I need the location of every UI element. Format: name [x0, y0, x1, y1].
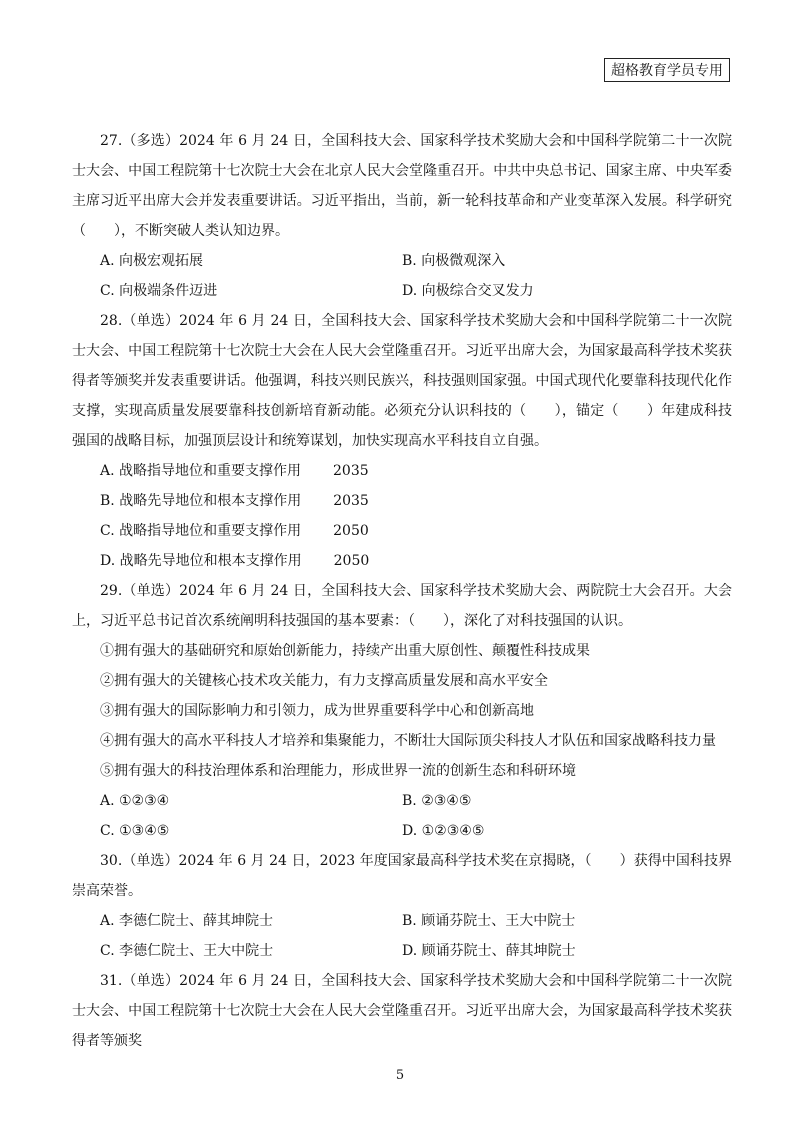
option-c: C. 向极端条件迈进	[100, 283, 218, 299]
statement-2: ②拥有强大的关键核心技术攻关能力，有力支撑高质量发展和高水平安全	[100, 673, 548, 689]
statement-5: ⑤拥有强大的科技治理体系和治理能力，形成世界一流的创新生态和科研环境	[100, 763, 576, 779]
question-29	[72, 576, 732, 846]
option-b: B. 顾诵芬院士、王大中院士	[402, 913, 576, 929]
option-year: 2050	[333, 523, 369, 539]
option-row	[72, 246, 732, 276]
option-a: A. 向极宏观拓展	[100, 253, 204, 269]
option-a	[72, 456, 732, 486]
option-label: C. 战略指导地位和重要支撑作用	[100, 523, 302, 539]
question-30	[72, 846, 732, 966]
question-text: 29.（单选）2024 年 6 月 24 日，全国科技大会、国家科学技术奖励大会、两院院士大会召开。大会上，习近平总书记首次系统阐明科技强国的基本要素：（ ），深化了对科技强国的认识。	[72, 583, 732, 629]
option-label: B. 战略先导地位和根本支撑作用	[100, 493, 302, 509]
option-c: C. 李德仁院士、王大中院士	[100, 943, 274, 959]
question-text: 28.（单选）2024 年 6 月 24 日，全国科技大会、国家科学技术奖励大会和中国科学院第二十一次院士大会、中国工程院第十七次院士大会在人民大会堂隆重召开。习近平出席大会，为国家最高科学技术奖获得者等颁奖并发表重要讲话。他强调，科技兴则民族兴，科技强则国家强。中国式现代化要靠科技现代化作支撑，实现高质量发展要靠科技创新培育新动能。必须充分认识科技的（ ），锚定（ ）年建成科技强国的战略目标，加强顶层设计和统筹谋划，加快实现高水平科技自立自强。	[72, 313, 732, 449]
option-a: A. ①②③④	[100, 793, 170, 809]
question-text: 27.（多选）2024 年 6 月 24 日，全国科技大会、国家科学技术奖励大会和中国科学院第二十一次院士大会、中国工程院第十七次院士大会在北京人民大会堂隆重召开。中共中央总书记、国家主席、中央军委主席习近平出席大会并发表重要讲话。习近平指出，当前，新一轮科技革命和产业变革深入发展。科学研究（ ），不断突破人类认知边界。	[72, 133, 732, 239]
usage-badge: 超格教育学员专用	[604, 58, 730, 82]
option-year: 2035	[333, 493, 369, 509]
option-d	[72, 546, 732, 576]
question-27	[72, 126, 732, 306]
page-number: 5	[395, 1068, 405, 1083]
option-row	[72, 906, 732, 936]
option-row	[72, 276, 732, 306]
option-b: B. 向极微观深入	[402, 253, 506, 269]
option-c	[72, 516, 732, 546]
option-row	[72, 786, 732, 816]
option-d: D. 顾诵芬院士、薛其坤院士	[402, 943, 576, 959]
option-d: D. ①②③④⑤	[402, 823, 485, 839]
questions-area	[72, 126, 732, 1056]
option-d: D. 向极综合交叉发力	[402, 283, 534, 299]
option-label: A. 战略指导地位和重要支撑作用	[100, 463, 302, 479]
option-b	[72, 486, 732, 516]
question-31	[72, 966, 732, 1056]
option-c: C. ①③④⑤	[100, 823, 170, 839]
option-year: 2050	[333, 553, 370, 569]
statement-4: ④拥有强大的高水平科技人才培养和集聚能力，不断壮大国际顶尖科技人才队伍和国家战略科技力量	[100, 733, 716, 749]
option-year: 2035	[333, 463, 369, 479]
option-row	[72, 936, 732, 966]
option-row	[72, 816, 732, 846]
option-a: A. 李德仁院士、薛其坤院士	[100, 913, 274, 929]
question-28	[72, 306, 732, 576]
option-label: D. 战略先导地位和根本支撑作用	[100, 553, 302, 569]
option-b: B. ②③④⑤	[402, 793, 472, 809]
statement-1: ①拥有强大的基础研究和原始创新能力，持续产出重大原创性、颠覆性科技成果	[100, 643, 590, 659]
question-text: 31.（单选）2024 年 6 月 24 日，全国科技大会、国家科学技术奖励大会和中国科学院第二十一次院士大会、中国工程院第十七次院士大会在人民大会堂隆重召开。习近平出席大会，为国家最高科学技术奖获得者等颁奖	[72, 973, 732, 1049]
statement-3: ③拥有强大的国际影响力和引领力，成为世界重要科学中心和创新高地	[100, 703, 534, 719]
question-text: 30.（单选）2024 年 6 月 24 日，2023 年度国家最高科学技术奖在京揭晓，（ ）获得中国科技界崇高荣誉。	[72, 853, 732, 899]
